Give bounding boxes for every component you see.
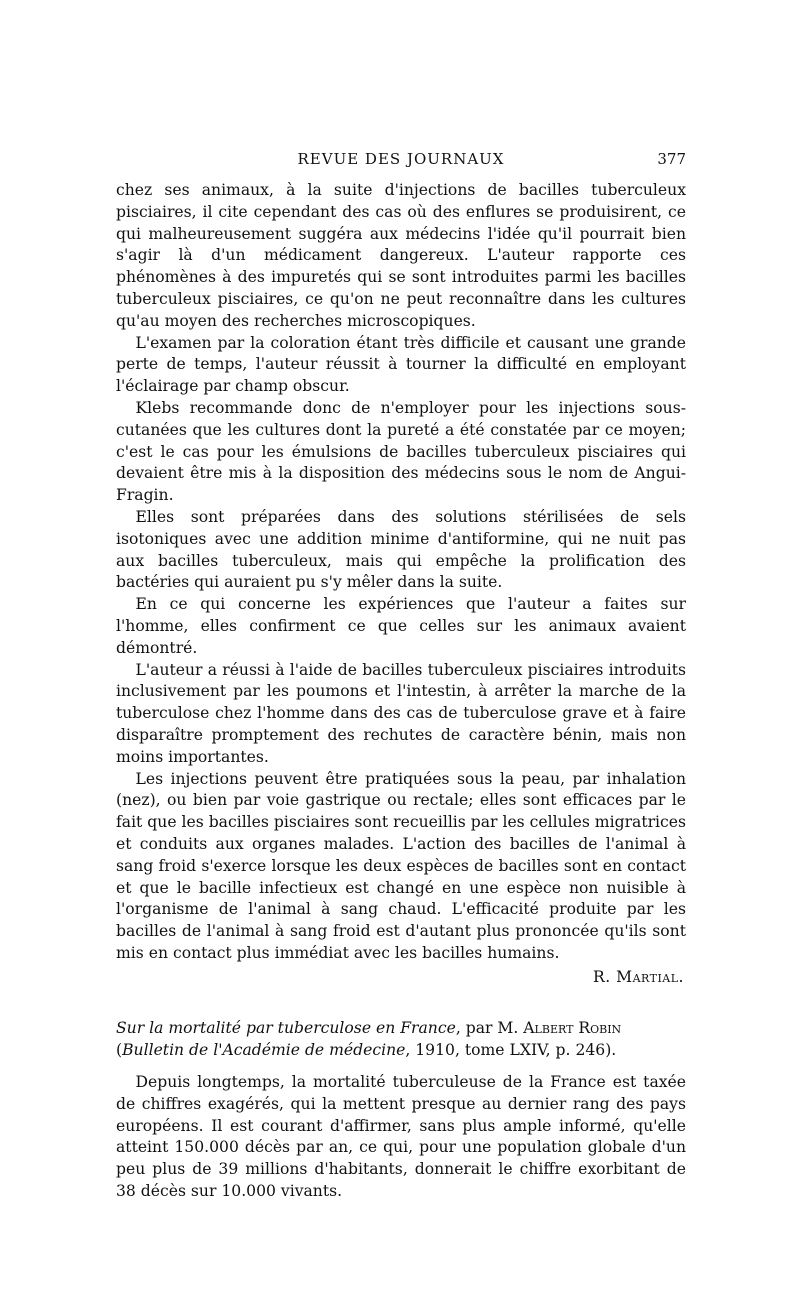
running-title: REVUE DES JOURNAUX — [297, 150, 505, 168]
paragraph: Depuis longtemps, la mortalité tuberculeuse de la France est taxée de chiffres exagérés, qui la mettent presque au dernier rang des pays européens. Il est courant d'affirmer, sans plus ample informé, qu'elle atteint 150.000 décès par an, ce qui, pour une population globale d'un peu plus de 39 millions d'habitants, donnerait le chiffre exorbitant de 38 décès sur 10.000 vivants. — [116, 1073, 686, 1201]
article-by: , par M. — [455, 1019, 524, 1038]
paragraph: chez ses animaux, à la suite d'injections de bacilles tuberculeux pisciaires, il cite cependant des cas où des enflures se produisirent, ce qui malheureusement suggéra aux médecins l'idée qu'il pourrait bien s'agir là d'un médicament dangereux. L'auteur rapporte ces phénomènes à des impuretés qui se sont introduites parmi les bacilles tuberculeux pisciaires, ce qu'on ne peut reconnaître dans les cultures qu'au moyen des recherches microscopiques. — [116, 181, 686, 330]
running-head — [116, 150, 686, 174]
paragraph: L'examen par la coloration étant très difficile et causant une grande perte de temps, l'auteur réussit à tourner la difficulté en employant l'éclairage par champ obscur. — [116, 333, 686, 396]
article-body — [116, 180, 686, 1203]
article-title: Sur la mortalité par tuberculose en France — [116, 1019, 456, 1038]
paragraph: Elles sont préparées dans des solutions stérilisées de sels isotoniques avec une addition minime d'antiformine, qui ne nuit pas aux bacilles tuberculeux, mais qui empêche la prolification des bactéries qui auraient pu s'y mêler dans la suite. — [116, 507, 686, 592]
source-open: ( — [116, 1041, 123, 1060]
paragraph: Klebs recommande donc de n'employer pour les injections sous-cutanées que les cultures dont la pureté a été constatée par ce moyen; c'est le cas pour les émulsions de bacilles tuberculeux pisciaires qui devaient être mis à la disposition des médecins sous le nom de Angui-Fragin. — [116, 398, 686, 505]
article-heading — [116, 1018, 686, 1062]
paragraph: L'auteur a réussi à l'aide de bacilles tuberculeux pisciaires introduits inclusivement par les poumons et l'intestin, à arrêter la marche de la tuberculose chez l'homme dans des cas de tuberculose grave et à faire disparaître promptement des rechutes de caractère bénin, mais non moins importantes. — [116, 660, 686, 766]
source-journal: Bulletin de l'Académie de médecine — [122, 1041, 406, 1060]
paragraph: Les injections peuvent être pratiquées sous la peau, par inhalation (nez), ou bien par voie gastrique ou rectale; elles sont efficaces par le fait que les bacilles pisciaires sont recueillis par les cellules migratrices et conduits aux organes malades. L'action des bacilles de l'animal à sang froid s'exerce lorsque les deux espèces de bacilles sont en contact et que le bacille infectieux est changé en une espèce non nuisible à l'organisme de l'animal à sang chaud. L'efficacité produite par les bacilles de l'animal à sang froid est d'autant plus prononcée qu'ils sont mis en contact plus immédiat avec les bacilles humains. — [116, 769, 686, 962]
author-signature: R. Martial. — [592, 967, 684, 986]
page-number: 377 — [657, 150, 686, 168]
article-author: Albert Robin — [523, 1019, 622, 1038]
paragraph: En ce qui concerne les expériences que l'auteur a faites sur l'homme, elles confirment ce que celles sur les animaux avaient démontré. — [116, 595, 686, 657]
source-details: , 1910, tome LXIV, p. 246). — [405, 1041, 617, 1060]
